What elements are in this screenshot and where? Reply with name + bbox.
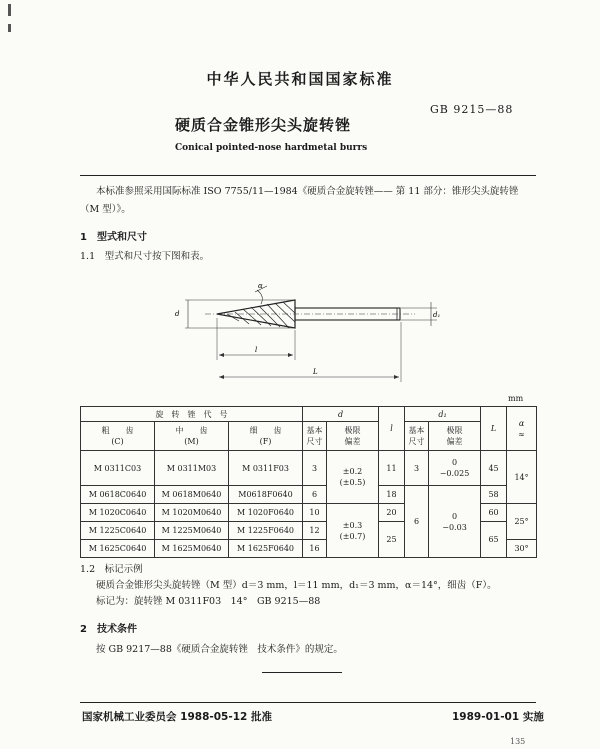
table-cell: 10 bbox=[303, 504, 327, 522]
table-cell: M 0311M03 bbox=[155, 451, 229, 486]
table-cell: M 0618M0640 bbox=[155, 486, 229, 504]
col-coarse: 粗 齿 (C) bbox=[81, 422, 155, 451]
burr-drawing bbox=[165, 276, 455, 386]
d-limit-dev: 极限 偏差 bbox=[327, 422, 379, 451]
unit-label: mm bbox=[508, 394, 524, 403]
dimensions-table bbox=[80, 406, 537, 558]
intro-line-1: 本标准参照采用国际标准 ISO 7755/11—1984《硬质合金旋转锉—— 第 11 部分：锥形尖头旋转锉 bbox=[96, 186, 519, 197]
d1-basic-size: 基本 尺寸 bbox=[405, 422, 429, 451]
d-label: d bbox=[175, 310, 180, 318]
section-2-heading: 2 技术条件 bbox=[80, 624, 137, 635]
section-2-text: 按 GB 9217—88《硬质合金旋转锉 技术条件》的规定。 bbox=[96, 644, 343, 655]
footer-rule bbox=[80, 702, 536, 703]
end-rule bbox=[262, 672, 342, 673]
alpha-value-1: 14° bbox=[507, 451, 537, 504]
table-cell: M 1625M0640 bbox=[155, 540, 229, 558]
standard-code: GB 9215—88 bbox=[430, 103, 514, 116]
L-header: L bbox=[481, 407, 507, 451]
intro-line-2: （M 型）》。 bbox=[80, 204, 131, 215]
table-cell: 65 bbox=[481, 522, 507, 558]
marking-example-line-1: 硬质合金锥形尖头旋转锉（M 型）d＝3 mm，l＝11 mm，d₁＝3 mm，α＝14°，细齿（F）。 bbox=[96, 580, 497, 591]
header-rule bbox=[80, 175, 536, 176]
table-cell: 20 bbox=[379, 504, 405, 522]
table-cell: M 1625C0640 bbox=[81, 540, 155, 558]
alpha-value-2: 25° bbox=[507, 504, 537, 540]
table-cell: 11 bbox=[379, 451, 405, 486]
table-cell: M0618F0640 bbox=[229, 486, 303, 504]
d1-label: d₁ bbox=[433, 311, 441, 319]
d-basic-size: 基本 尺寸 bbox=[303, 422, 327, 451]
alpha-value-3: 30° bbox=[507, 540, 537, 558]
section-1-1-text: 1.1 型式和尺寸按下图和表。 bbox=[80, 251, 210, 262]
table-cell: M 1225M0640 bbox=[155, 522, 229, 540]
section-1-2-heading: 1.2 标记示例 bbox=[80, 564, 143, 575]
table-cell: 45 bbox=[481, 451, 507, 486]
l-label: l bbox=[255, 346, 258, 354]
table-cell: M 0311F03 bbox=[229, 451, 303, 486]
page-number: 135 bbox=[510, 737, 526, 746]
table-cell: M 1225F0640 bbox=[229, 522, 303, 540]
l-header: l bbox=[379, 407, 405, 451]
margin-mark bbox=[8, 4, 11, 16]
table-cell: 3 bbox=[405, 451, 429, 486]
table-cell: M 1020M0640 bbox=[155, 504, 229, 522]
table-cell: 16 bbox=[303, 540, 327, 558]
table-cell: M 1020F0640 bbox=[229, 504, 303, 522]
document-title-en: Conical pointed-nose hardmetal burrs bbox=[175, 143, 368, 153]
table-cell: 60 bbox=[481, 504, 507, 522]
d-tolerance-a: ±0.2 (±0.5) bbox=[327, 451, 379, 504]
col-fine: 细 齿 (F) bbox=[229, 422, 303, 451]
table-cell: 25 bbox=[379, 522, 405, 558]
d1-limit-dev: 极限 偏差 bbox=[429, 422, 481, 451]
alpha-label: α bbox=[258, 282, 263, 290]
table-cell: 3 bbox=[303, 451, 327, 486]
document-title-cn: 硬质合金锥形尖头旋转锉 bbox=[175, 116, 352, 134]
table-cell: 12 bbox=[303, 522, 327, 540]
d1-tolerance-b: 0 −0.03 bbox=[429, 486, 481, 558]
d1-tolerance-a: 0 −0.025 bbox=[429, 451, 481, 486]
alpha-header: α ≈ bbox=[507, 407, 537, 451]
d1-shared-size: 6 bbox=[405, 486, 429, 558]
table-cell: M 1225C0640 bbox=[81, 522, 155, 540]
d-header: d bbox=[303, 407, 379, 422]
table-cell: 58 bbox=[481, 486, 507, 504]
col-medium: 中 齿 (M) bbox=[155, 422, 229, 451]
table-cell: 18 bbox=[379, 486, 405, 504]
national-standard-heading: 中华人民共和国国家标准 bbox=[206, 70, 394, 88]
d-tolerance-b: ±0.3 (±0.7) bbox=[327, 504, 379, 558]
table-cell: M 0311C03 bbox=[81, 451, 155, 486]
approval-date: 国家机械工业委员会 1988-05-12 批准 bbox=[82, 711, 272, 723]
d1-header: d₁ bbox=[405, 407, 481, 422]
marking-example-line-2: 标记为：旋转锉 M 0311F03 14° GB 9215—88 bbox=[96, 596, 321, 607]
table-cell: M 1020C0640 bbox=[81, 504, 155, 522]
table-cell: M 0618C0640 bbox=[81, 486, 155, 504]
group-header: 旋 转 锉 代 号 bbox=[81, 407, 303, 422]
effective-date: 1989-01-01 实施 bbox=[452, 711, 544, 723]
margin-mark bbox=[8, 24, 11, 32]
section-1-heading: 1 型式和尺寸 bbox=[80, 232, 147, 243]
L-label: L bbox=[313, 368, 318, 376]
table-cell: M 1625F0640 bbox=[229, 540, 303, 558]
table-cell: 6 bbox=[303, 486, 327, 504]
